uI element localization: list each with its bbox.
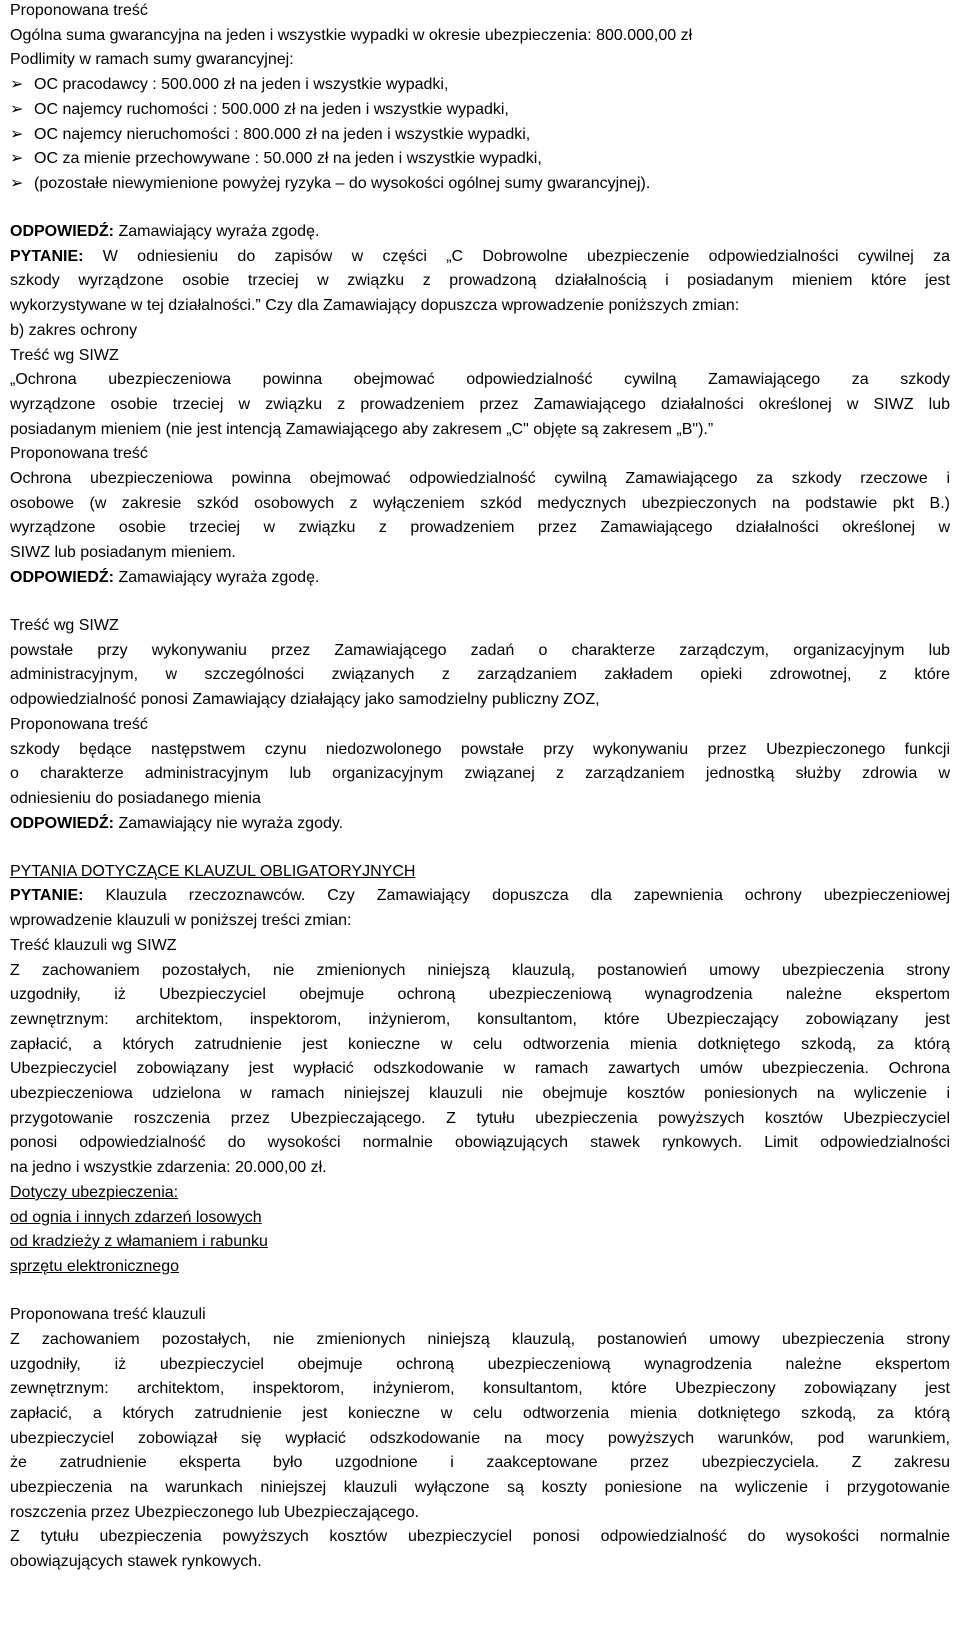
line-text: ponosi odpowiedzialność do wysokości normalnie obowiązujących stawek rynkowych. Limit odpowiedzialności xyxy=(10,1134,950,1151)
text-line xyxy=(10,935,177,957)
bullet-arrow-icon: ➢ xyxy=(10,126,24,143)
text-line xyxy=(10,295,739,317)
bold-label: ODPOWIEDŹ: xyxy=(10,223,114,240)
line-text: Ochrona ubezpieczeniowa powinna obejmować odpowiedzialność cywilną Zamawiającego za szkody rzeczowe i xyxy=(10,470,950,487)
text-line xyxy=(10,369,950,391)
bullet-item xyxy=(10,173,650,195)
text-line xyxy=(10,1403,950,1425)
line-text: Klauzula rzeczoznawców. Czy Zamawiający dopuszcza dla zapewnienia ochrony ubezpieczeniowej xyxy=(83,887,950,904)
line-text: Treść klauzuli wg SIWZ xyxy=(10,937,177,954)
line-text: od ognia i innych zdarzeń losowych xyxy=(10,1209,262,1226)
line-text: OC najemcy ruchomości : 500.000 zł na jeden i wszystkie wypadki, xyxy=(34,101,509,118)
text-line xyxy=(10,664,950,686)
text-line xyxy=(10,640,950,662)
line-text: posiadanym mieniem (nie jest intencją Zamawiającego aby zakresem „C" objęte są zakresem „B").” xyxy=(10,421,714,438)
text-line xyxy=(10,910,351,932)
line-text: wykorzystywane w tej działalności.” Czy dla Zamawiający dopuszcza wprowadzenie poniższych zmian: xyxy=(10,297,740,314)
line-text: b) zakres ochrony xyxy=(10,322,138,339)
line-text: Dotyczy ubezpieczenia: xyxy=(10,1184,179,1201)
line-text: uzgodniły, iż ubezpieczyciel obejmuje ochroną ubezpieczeniową wynagrodzenia należne ekspertom xyxy=(10,1356,950,1373)
line-text: Podlimity w ramach sumy gwarancyjnej: xyxy=(10,51,294,68)
bullet-item xyxy=(10,99,509,121)
text-line xyxy=(10,1502,419,1524)
line-text: uzgodniły, iż Ubezpieczyciel obejmuje ochroną ubezpieczeniową wynagrodzenia należne ekspertom xyxy=(10,986,950,1003)
line-text: OC za mienie przechowywane : 50.000 zł na jeden i wszystkie wypadki, xyxy=(34,150,542,167)
text-line xyxy=(10,1009,950,1031)
bullet-arrow-icon: ➢ xyxy=(10,76,24,93)
text-line xyxy=(10,813,343,835)
text-line xyxy=(10,861,415,883)
text-line xyxy=(10,1034,950,1056)
text-line xyxy=(10,1083,950,1105)
line-text: OC pracodawcy : 500.000 zł na jeden i wszystkie wypadki, xyxy=(34,76,449,93)
text-line xyxy=(10,345,119,367)
text-line xyxy=(10,1157,327,1179)
line-text: ubezpieczeniowa udzielona w ramach niniejszej klauzuli nie obejmuje kosztów poniesionych na wyliczenie i xyxy=(10,1085,950,1102)
line-text: sprzętu elektronicznego xyxy=(10,1258,179,1275)
line-text: od kradzieży z włamaniem i rabunku xyxy=(10,1233,268,1250)
text-line xyxy=(10,49,294,71)
line-text: Proponowana treść xyxy=(10,445,148,462)
line-text: ubezpieczyciel zobowiązał się wypłacić odszkodowanie na mocy powyższych warunków, pod warunkiem, xyxy=(10,1430,950,1447)
bullet-item xyxy=(10,124,530,146)
text-line xyxy=(10,270,950,292)
text-line xyxy=(10,443,148,465)
bullet-item xyxy=(10,74,448,96)
bold-label: ODPOWIEDŹ: xyxy=(10,815,114,832)
text-line xyxy=(10,567,319,589)
line-text: Zamawiający nie wyraża zgody. xyxy=(114,815,344,832)
line-text: „Ochrona ubezpieczeniowa powinna obejmować odpowiedzialność cywilną Zamawiającego za szkody xyxy=(10,371,950,388)
line-text: Z zachowaniem pozostałych, nie zmienionych niniejszą klauzulą, postanowień umowy ubezpieczenia strony xyxy=(10,1331,950,1348)
text-line xyxy=(10,1108,950,1130)
text-line xyxy=(10,1378,950,1400)
text-line xyxy=(10,542,236,564)
line-text: wyrządzone osobie trzeciej w związku z prowadzeniem przez Zamawiającego działalności określonej w SIWZ lub xyxy=(10,396,950,413)
text-line xyxy=(10,419,713,441)
line-text: odniesieniu do posiadanego mienia xyxy=(10,790,261,807)
line-text: Proponowana treść xyxy=(10,716,148,733)
line-text: zapłacić, a których zatrudnienie jest konieczne w celu odtworzenia mienia dotkniętego szkodą, za którą xyxy=(10,1405,950,1422)
line-text: zewnętrznym: architektom, inspektorom, inżynierom, konsultantom, które Ubezpieczony zobowiązany jest xyxy=(10,1380,950,1397)
text-line xyxy=(10,320,137,342)
line-text: osobowe (w zakresie szkód osobowych z wyłączeniem szkód medycznych ubezpieczonych na podstawie pkt B.) xyxy=(10,495,950,512)
bold-label: ODPOWIEDŹ: xyxy=(10,569,114,586)
text-line xyxy=(10,1526,950,1548)
line-text: OC najemcy nieruchomości : 800.000 zł na jeden i wszystkie wypadki, xyxy=(34,126,531,143)
text-line xyxy=(10,1231,268,1253)
line-text: o charakterze administracyjnym lub organizacyjnym związanej z zarządzaniem jednostką służby zdrowia w xyxy=(10,765,950,782)
bullet-arrow-icon: ➢ xyxy=(10,101,24,118)
text-line xyxy=(10,468,950,490)
line-text: Proponowana treść klauzuli xyxy=(10,1306,206,1323)
text-line xyxy=(10,517,950,539)
text-line xyxy=(10,1304,206,1326)
line-text: roszczenia przez Ubezpieczonego lub Ubezpieczającego. xyxy=(10,1504,420,1521)
bold-label: PYTANIE: xyxy=(10,887,84,904)
line-text: zapłacić, a których zatrudnienie jest konieczne w celu odtworzenia mienia dotkniętego szkodą, za którą xyxy=(10,1036,950,1053)
text-line xyxy=(10,960,950,982)
line-text: wprowadzenie klauzuli w poniższej treści zmian: xyxy=(10,912,352,929)
line-text: szkody będące następstwem czynu niedozwolonego powstałe przy wykonywaniu przez Ubezpieczonego funkcji xyxy=(10,741,950,758)
text-line xyxy=(10,788,261,810)
line-text: ubezpieczenia na warunkach niniejszej klauzuli wyłączone są koszty poniesione na wyliczenie i przygotowanie xyxy=(10,1479,950,1496)
text-line xyxy=(10,1329,950,1351)
line-text: na jedno i wszystkie zdarzenia: 20.000,00 zł. xyxy=(10,1159,327,1176)
text-line xyxy=(10,1256,179,1278)
text-line xyxy=(10,493,950,515)
text-line xyxy=(10,885,950,907)
line-text: W odniesieniu do zapisów w części „C Dobrowolne ubezpieczenie odpowiedzialności cywilnej za xyxy=(83,248,950,265)
bullet-arrow-icon: ➢ xyxy=(10,150,24,167)
text-line xyxy=(10,246,950,268)
text-line xyxy=(10,394,950,416)
line-text: Treść wg SIWZ xyxy=(10,617,119,634)
line-text: Z zachowaniem pozostałych, nie zmienionych niniejszą klauzulą, postanowień umowy ubezpieczenia strony xyxy=(10,962,950,979)
text-line xyxy=(10,1428,950,1450)
text-line xyxy=(10,1452,950,1474)
text-line xyxy=(10,739,950,761)
text-line xyxy=(10,1182,178,1204)
text-line xyxy=(10,1132,950,1154)
line-text: administracyjnym, w szczególności związanych z zarządzaniem zakładem opieki zdrowotnej, z które xyxy=(10,666,950,683)
text-line xyxy=(10,984,950,1006)
line-text: przygotowanie roszczenia przez Ubezpieczającego. Z tytułu ubezpieczenia powyższych kosztów Ubezpieczyciel xyxy=(10,1110,950,1127)
line-text: że zatrudnienie eksperta było uzgodnione i zaakceptowane przez ubezpieczyciela. Z zakresu xyxy=(10,1454,950,1471)
text-line xyxy=(10,1354,950,1376)
line-text: obowiązujących stawek rynkowych. xyxy=(10,1553,262,1570)
bullet-item xyxy=(10,148,542,170)
text-line xyxy=(10,221,319,243)
line-text: SIWZ lub posiadanym mieniem. xyxy=(10,544,236,561)
line-text: wyrządzone osobie trzeciej w związku z prowadzeniem przez Zamawiającego działalności określonej w xyxy=(10,519,950,536)
line-text: Ogólna suma gwarancyjna na jeden i wszystkie wypadki w okresie ubezpieczenia: 800.000,00 zł xyxy=(10,27,693,44)
line-text: PYTANIA DOTYCZĄCE KLAUZUL OBLIGATORYJNYCH xyxy=(10,863,416,880)
line-text: Treść wg SIWZ xyxy=(10,347,119,364)
text-line xyxy=(10,1551,262,1573)
text-line xyxy=(10,25,692,47)
line-text: Z tytułu ubezpieczenia powyższych kosztów ubezpieczyciel ponosi odpowiedzialność do wysokości normalnie xyxy=(10,1528,950,1545)
text-line xyxy=(10,615,119,637)
text-line xyxy=(10,689,600,711)
line-text: Proponowana treść xyxy=(10,2,148,19)
line-text: odpowiedzialność ponosi Zamawiający działający jako samodzielny publiczny ZOZ, xyxy=(10,691,600,708)
line-text: Zamawiający wyraża zgodę. xyxy=(114,223,320,240)
text-line xyxy=(10,1477,950,1499)
line-text: Zamawiający wyraża zgodę. xyxy=(114,569,320,586)
line-text: (pozostałe niewymienione powyżej ryzyka – do wysokości ogólnej sumy gwarancyjnej). xyxy=(34,175,651,192)
bold-label: PYTANIE: xyxy=(10,248,84,265)
line-text: szkody wyrządzone osobie trzeciej w związku z prowadzoną działalnością i posiadanym mieniem które jest xyxy=(10,272,950,289)
line-text: powstałe przy wykonywaniu przez Zamawiającego zadań o charakterze zarządczym, organizacyjnym lub xyxy=(10,642,950,659)
text-line xyxy=(10,1207,262,1229)
bullet-arrow-icon: ➢ xyxy=(10,175,24,192)
text-line xyxy=(10,0,148,22)
text-line xyxy=(10,714,148,736)
line-text: zewnętrznym: architektom, inspektorom, inżynierom, konsultantom, które Ubezpieczający zobowiązany jest xyxy=(10,1011,950,1028)
text-line xyxy=(10,763,950,785)
line-text: Ubezpieczyciel zobowiązany jest wypłacić odszkodowanie w ramach zawartych umów ubezpieczenia. Ochrona xyxy=(10,1060,950,1077)
text-line xyxy=(10,1058,950,1080)
